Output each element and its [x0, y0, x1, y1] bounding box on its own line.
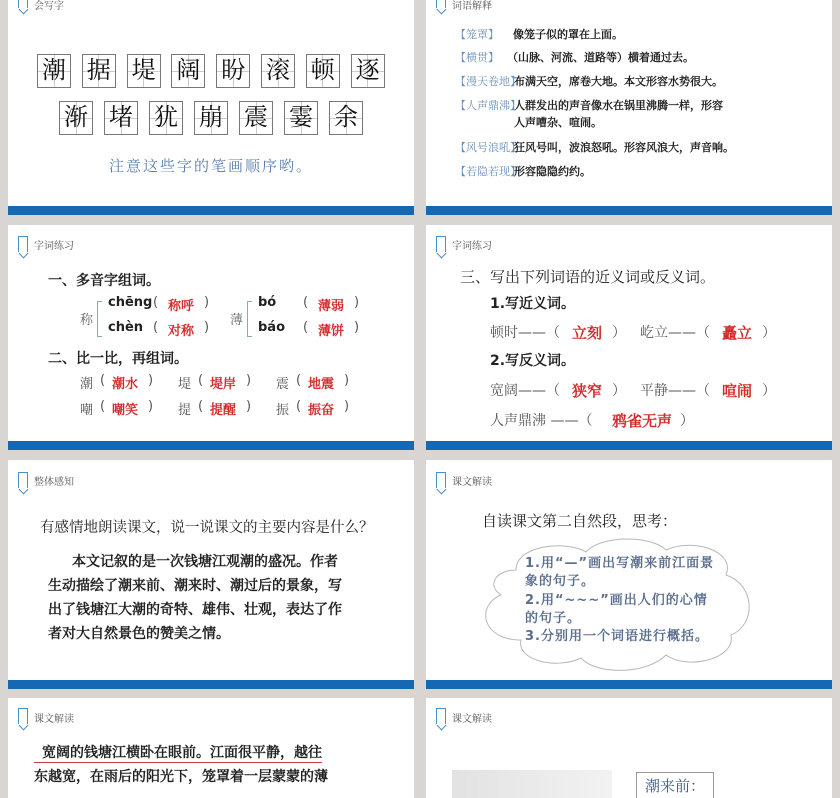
term-definition: 狂风号叫，波浪怒吼。形容风浪大，声音响。 [514, 141, 734, 154]
character-box: 堤 [127, 54, 161, 88]
paren-open: ( [153, 320, 159, 335]
answer: 嘲笑 [112, 403, 139, 418]
term-label: 【笼罩】 [455, 28, 499, 41]
summary-line: 者对大自然景色的赞美之情。 [48, 626, 230, 642]
cloud-line: 象的句子。 [525, 574, 596, 589]
answer: 狭窄 [572, 382, 603, 400]
compare-char: 潮 [80, 377, 94, 392]
paren-open: ( [296, 399, 302, 414]
slide-footer-bar [8, 441, 414, 450]
slide-header: 整体感知 [34, 477, 74, 488]
paren-open: ( [100, 399, 106, 414]
term-definition: 布满天空，席卷大地。本文形容水势很大。 [514, 75, 723, 88]
paren-close: ) [354, 320, 360, 335]
paren-close: ) [204, 295, 210, 310]
summary-line: 生动描绘了潮来前、潮来时、潮过后的景象，写 [48, 578, 342, 594]
answer: 地震 [308, 377, 335, 392]
passage-line: 宽阔的钱塘江横卧在眼前。江面很平静，越往 [34, 742, 322, 763]
paren-open: ( [198, 399, 204, 414]
poly-char: 薄 [230, 313, 244, 328]
character-box: 犹 [149, 101, 183, 135]
term-definition: 人群发出的声音像水在锅里沸腾一样，形容 [514, 99, 723, 112]
slide-header: 会写字 [34, 1, 64, 12]
pinyin: chēng [108, 295, 153, 310]
slide-text-reading-cloud[interactable] [426, 460, 832, 689]
term-label: 【风号浪吼】 [455, 141, 521, 154]
summary-line: 本文记叙的是一次钱塘江观潮的盛况。作者 [72, 554, 338, 570]
term-definition: （山脉、河流、道路等）横着通过去。 [507, 51, 694, 64]
character-box: 崩 [194, 101, 228, 135]
paren-close: ） [762, 325, 776, 341]
character-box: 渐 [59, 101, 93, 135]
character-box: 盼 [216, 54, 250, 88]
paren-close: ） [612, 383, 626, 399]
answer: 喧闹 [722, 382, 753, 400]
answer: 对称 [168, 324, 195, 339]
slide-footer-bar [426, 206, 832, 215]
question: 有感情地朗读课文，说一说课文的主要内容是什么？ [40, 520, 374, 536]
slide-text-reading-image[interactable] [426, 698, 832, 798]
bookmark-icon [436, 708, 446, 724]
slide-text-reading-passage[interactable] [8, 698, 414, 798]
slide-footer-bar [426, 680, 832, 689]
character-box: 余 [329, 101, 363, 135]
bookmark-icon [18, 472, 28, 488]
word-prompt: 宽阔——（ [490, 383, 560, 399]
term-definition: 像笼子似的罩在上面。 [513, 28, 623, 41]
word-prompt: 平静——（ [640, 383, 710, 399]
slide-footer-bar [8, 206, 414, 215]
paren-open: ( [198, 373, 204, 388]
scene-image [452, 770, 612, 798]
slide-header: 课文解读 [452, 477, 492, 488]
compare-char: 震 [276, 377, 290, 392]
answer: 潮水 [112, 377, 139, 392]
term-label: 【漫天卷地】 [455, 75, 521, 88]
paren-close: ) [354, 295, 360, 310]
slide-word-practice-2[interactable] [426, 225, 832, 450]
paren-close: ) [344, 373, 350, 388]
bracket [247, 301, 252, 337]
cloud-line: 的句子。 [525, 611, 582, 626]
passage-line: 东越宽，在雨后的阳光下，笼罩着一层蒙蒙的薄 [34, 769, 328, 785]
compare-char: 提 [178, 403, 192, 418]
answer: 矗立 [722, 324, 753, 342]
slide-overall-perception[interactable] [8, 460, 414, 689]
question-1: 一、多音字组词。 [48, 273, 160, 289]
bookmark-icon [436, 0, 446, 8]
question-2: 二、比一比，再组词。 [48, 351, 188, 367]
word-prompt: 顿时——（ [490, 325, 560, 341]
answer: 薄弱 [318, 299, 345, 314]
paren-open: ( [100, 373, 106, 388]
pinyin: chèn [108, 320, 144, 335]
compare-char: 振 [276, 403, 290, 418]
slide-header: 字词练习 [452, 241, 492, 252]
paren-close: ) [344, 399, 350, 414]
word-prompt: 人声鼎沸 ——（ [490, 413, 593, 429]
slide-header: 课文解读 [452, 714, 492, 725]
character-box: 滚 [261, 54, 295, 88]
slide-footer-bar [8, 680, 414, 689]
slide-header: 字词练习 [34, 241, 74, 252]
bookmark-icon [436, 472, 446, 488]
answer: 立刻 [572, 324, 603, 342]
slide-word-explanations[interactable] [426, 0, 832, 215]
bracket [97, 301, 102, 337]
term-label: 【若隐若现】 [455, 165, 521, 178]
cloud-line: 3.分别用一个词语进行概括。 [525, 629, 709, 644]
bookmark-icon [436, 236, 446, 252]
paren-open: ( [303, 320, 309, 335]
paren-open: ( [153, 295, 159, 310]
poly-char: 称 [80, 313, 94, 328]
bookmark-icon [18, 708, 28, 724]
answer: 提醒 [210, 403, 237, 418]
paren-close: ) [148, 399, 154, 414]
character-box: 堵 [104, 101, 138, 135]
answer: 鸦雀无声 [612, 412, 673, 430]
pinyin: báo [258, 320, 286, 335]
term-definition: 形容隐隐约约。 [514, 165, 591, 178]
paren-close: ) [204, 320, 210, 335]
answer: 薄饼 [318, 324, 345, 339]
answer: 称呼 [168, 299, 195, 314]
character-box: 潮 [37, 54, 71, 88]
question-3: 三、写出下列词语的近义词或反义词。 [460, 268, 716, 286]
slide-header: 词语解释 [452, 1, 492, 12]
summary-line: 出了钱塘江大潮的奇特、雄伟、壮观，表达了作 [48, 602, 342, 618]
slide-write-characters[interactable] [8, 0, 414, 215]
slide-word-practice-1[interactable] [8, 225, 414, 450]
term-label: 【人声鼎沸】 [455, 99, 521, 112]
paren-close: ) [246, 399, 252, 414]
term-definition: 人声嘈杂、喧闹。 [514, 116, 602, 129]
paren-close: ) [246, 373, 252, 388]
character-box: 据 [82, 54, 116, 88]
synonym-heading: 1.写近义词。 [490, 296, 576, 312]
antonym-heading: 2.写反义词。 [490, 353, 576, 369]
stroke-order-note: 注意这些字的笔画顺序哟。 [108, 157, 313, 175]
character-box: 阔 [171, 54, 205, 88]
paren-close: ） [680, 413, 694, 429]
term-label: 【横贯】 [455, 51, 499, 64]
character-box: 霎 [284, 101, 318, 135]
cloud-line: 1.用“—”画出写潮来前江面景 [525, 556, 715, 571]
word-prompt: 屹立——（ [640, 325, 710, 341]
before-tide-label: 潮来前： [636, 772, 714, 798]
bookmark-icon [18, 0, 28, 8]
paren-close: ） [762, 383, 776, 399]
character-box: 顿 [306, 54, 340, 88]
cloud-line: 2.用“~~~”画出人们的心情 [525, 593, 708, 608]
compare-char: 堤 [178, 377, 192, 392]
answer: 振奋 [308, 403, 335, 418]
paren-open: ( [296, 373, 302, 388]
character-box: 逐 [351, 54, 385, 88]
slide-footer-bar [426, 441, 832, 450]
character-box: 震 [239, 101, 273, 135]
paren-close: ） [612, 325, 626, 341]
paren-open: ( [303, 295, 309, 310]
slide-header: 课文解读 [34, 714, 74, 725]
pinyin: bó [258, 295, 277, 310]
compare-char: 嘲 [80, 403, 94, 418]
bookmark-icon [18, 236, 28, 252]
answer: 堤岸 [210, 377, 237, 392]
reading-prompt: 自读课文第二自然段，思考： [482, 512, 678, 530]
paren-close: ) [148, 373, 154, 388]
